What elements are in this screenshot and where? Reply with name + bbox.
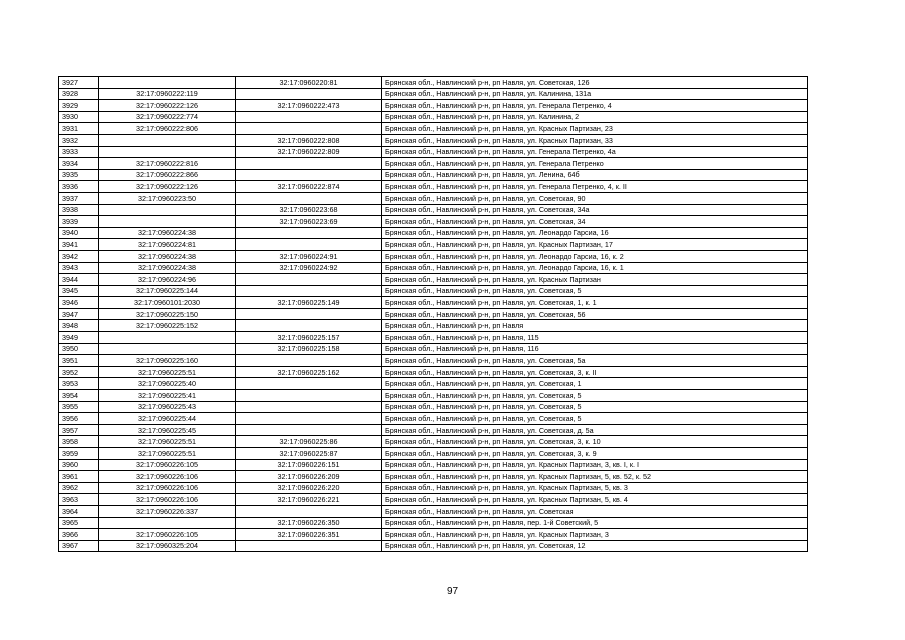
row-number-cell: 3946 bbox=[59, 297, 99, 309]
address-cell: Брянская обл., Навлинский р-н, рп Навля, ул. Советская, 1, к. 1 bbox=[382, 297, 808, 309]
cadastral-number-cell: 32:17:0960225:150 bbox=[99, 308, 236, 320]
table-row bbox=[59, 239, 808, 251]
row-number-cell: 3949 bbox=[59, 332, 99, 344]
row-number-cell: 3957 bbox=[59, 424, 99, 436]
cadastral-number-cell: 32:17:0960222:866 bbox=[99, 169, 236, 181]
row-number-cell: 3939 bbox=[59, 216, 99, 228]
address-cell: Брянская обл., Навлинский р-н, рп Навля, ул. Советская, 3, к. 10 bbox=[382, 436, 808, 448]
cadastral-number-cell bbox=[99, 517, 236, 529]
address-cell: Брянская обл., Навлинский р-н, рп Навля, ул. Красных Партизан, 23 bbox=[382, 123, 808, 135]
related-cadastral-number-cell: 32:17:0960223:68 bbox=[236, 204, 382, 216]
cadastral-number-cell: 32:17:0960224:38 bbox=[99, 262, 236, 274]
table-row bbox=[59, 471, 808, 483]
address-cell: Брянская обл., Навлинский р-н, рп Навля, ул. Генерала Петренко, 4, к. II bbox=[382, 181, 808, 193]
table-row bbox=[59, 343, 808, 355]
table-row bbox=[59, 448, 808, 460]
address-cell: Брянская обл., Навлинский р-н, рп Навля, ул. Красных Партизан, 3 bbox=[382, 529, 808, 541]
related-cadastral-number-cell bbox=[236, 169, 382, 181]
table-row bbox=[59, 308, 808, 320]
address-cell: Брянская обл., Навлинский р-н, рп Навля, ул. Советская, 5 bbox=[382, 390, 808, 402]
table-row bbox=[59, 482, 808, 494]
address-cell: Брянская обл., Навлинский р-н, рп Навля, ул. Леонардо Гарсиа, 16 bbox=[382, 227, 808, 239]
cadastral-number-cell: 32:17:0960222:126 bbox=[99, 100, 236, 112]
cadastral-number-cell: 32:17:0960226:106 bbox=[99, 482, 236, 494]
address-cell: Брянская обл., Навлинский р-н, рп Навля, пер. 1-й Советский, 5 bbox=[382, 517, 808, 529]
related-cadastral-number-cell bbox=[236, 285, 382, 297]
related-cadastral-number-cell: 32:17:0960222:809 bbox=[236, 146, 382, 158]
address-cell: Брянская обл., Навлинский р-н, рп Навля, ул. Советская, 56 bbox=[382, 308, 808, 320]
table-row bbox=[59, 100, 808, 112]
table-row bbox=[59, 378, 808, 390]
row-number-cell: 3951 bbox=[59, 355, 99, 367]
cadastral-number-cell bbox=[99, 204, 236, 216]
cadastral-number-cell: 32:17:0960222:774 bbox=[99, 111, 236, 123]
row-number-cell: 3935 bbox=[59, 169, 99, 181]
row-number-cell: 3952 bbox=[59, 366, 99, 378]
address-cell: Брянская обл., Навлинский р-н, рп Навля, ул. Советская, 3, к. 9 bbox=[382, 448, 808, 460]
related-cadastral-number-cell bbox=[236, 505, 382, 517]
cadastral-number-cell bbox=[99, 146, 236, 158]
related-cadastral-number-cell: 32:17:0960225:86 bbox=[236, 436, 382, 448]
address-cell: Брянская обл., Навлинский р-н, рп Навля, ул. Леонардо Гарсиа, 16, к. 1 bbox=[382, 262, 808, 274]
cadastral-number-cell: 32:17:0960225:51 bbox=[99, 436, 236, 448]
table-row bbox=[59, 77, 808, 89]
cadastral-number-cell: 32:17:0960224:81 bbox=[99, 239, 236, 251]
related-cadastral-number-cell bbox=[236, 111, 382, 123]
related-cadastral-number-cell bbox=[236, 227, 382, 239]
related-cadastral-number-cell: 32:17:0960222:473 bbox=[236, 100, 382, 112]
address-cell: Брянская обл., Навлинский р-н, рп Навля, ул. Калинина, 131а bbox=[382, 88, 808, 100]
table-row bbox=[59, 134, 808, 146]
cadastral-number-cell: 32:17:0960325:204 bbox=[99, 540, 236, 552]
cadastral-number-cell: 32:17:0960226:105 bbox=[99, 459, 236, 471]
cadastral-number-cell: 32:17:0960225:40 bbox=[99, 378, 236, 390]
cadastral-number-cell: 32:17:0960225:41 bbox=[99, 390, 236, 402]
row-number-cell: 3941 bbox=[59, 239, 99, 251]
table-body bbox=[59, 77, 808, 552]
related-cadastral-number-cell: 32:17:0960225:162 bbox=[236, 366, 382, 378]
table-row bbox=[59, 274, 808, 286]
address-cell: Брянская обл., Навлинский р-н, рп Навля, ул. Советская, 34а bbox=[382, 204, 808, 216]
address-cell: Брянская обл., Навлинский р-н, рп Навля, ул. Советская, 5 bbox=[382, 401, 808, 413]
address-cell: Брянская обл., Навлинский р-н, рп Навля, ул. Генерала Петренко bbox=[382, 158, 808, 170]
row-number-cell: 3932 bbox=[59, 134, 99, 146]
row-number-cell: 3967 bbox=[59, 540, 99, 552]
related-cadastral-number-cell bbox=[236, 401, 382, 413]
table-row bbox=[59, 297, 808, 309]
row-number-cell: 3936 bbox=[59, 181, 99, 193]
related-cadastral-number-cell bbox=[236, 320, 382, 332]
row-number-cell: 3950 bbox=[59, 343, 99, 355]
table-row bbox=[59, 366, 808, 378]
table-row bbox=[59, 529, 808, 541]
related-cadastral-number-cell: 32:17:0960226:221 bbox=[236, 494, 382, 506]
cadastral-number-cell: 32:17:0960226:337 bbox=[99, 505, 236, 517]
table-row bbox=[59, 250, 808, 262]
row-number-cell: 3944 bbox=[59, 274, 99, 286]
address-cell: Брянская обл., Навлинский р-н, рп Навля, ул. Советская, 34 bbox=[382, 216, 808, 228]
related-cadastral-number-cell: 32:17:0960226:209 bbox=[236, 471, 382, 483]
cadastral-number-cell bbox=[99, 343, 236, 355]
address-cell: Брянская обл., Навлинский р-н, рп Навля, ул. Советская, 5а bbox=[382, 355, 808, 367]
row-number-cell: 3956 bbox=[59, 413, 99, 425]
cadastral-number-cell: 32:17:0960224:96 bbox=[99, 274, 236, 286]
table-row bbox=[59, 494, 808, 506]
table-row bbox=[59, 262, 808, 274]
row-number-cell: 3934 bbox=[59, 158, 99, 170]
row-number-cell: 3960 bbox=[59, 459, 99, 471]
related-cadastral-number-cell: 32:17:0960223:69 bbox=[236, 216, 382, 228]
cadastral-number-cell: 32:17:0960225:51 bbox=[99, 448, 236, 460]
cadastral-number-cell: 32:17:0960225:51 bbox=[99, 366, 236, 378]
cadastral-number-cell: 32:17:0960226:106 bbox=[99, 494, 236, 506]
row-number-cell: 3929 bbox=[59, 100, 99, 112]
row-number-cell: 3933 bbox=[59, 146, 99, 158]
address-cell: Брянская обл., Навлинский р-н, рп Навля, ул. Леонардо Гарсиа, 16, к. 2 bbox=[382, 250, 808, 262]
row-number-cell: 3955 bbox=[59, 401, 99, 413]
row-number-cell: 3937 bbox=[59, 192, 99, 204]
related-cadastral-number-cell: 32:17:0960224:91 bbox=[236, 250, 382, 262]
related-cadastral-number-cell: 32:17:0960226:350 bbox=[236, 517, 382, 529]
cadastral-number-cell: 32:17:0960222:126 bbox=[99, 181, 236, 193]
related-cadastral-number-cell bbox=[236, 378, 382, 390]
row-number-cell: 3963 bbox=[59, 494, 99, 506]
cadastral-number-cell: 32:17:0960222:806 bbox=[99, 123, 236, 135]
row-number-cell: 3931 bbox=[59, 123, 99, 135]
row-number-cell: 3940 bbox=[59, 227, 99, 239]
table-row bbox=[59, 285, 808, 297]
table-row bbox=[59, 88, 808, 100]
related-cadastral-number-cell bbox=[236, 274, 382, 286]
table-row bbox=[59, 227, 808, 239]
related-cadastral-number-cell: 32:17:0960220:81 bbox=[236, 77, 382, 89]
table-row bbox=[59, 424, 808, 436]
address-cell: Брянская обл., Навлинский р-н, рп Навля, ул. Красных Партизан, 33 bbox=[382, 134, 808, 146]
related-cadastral-number-cell: 32:17:0960225:87 bbox=[236, 448, 382, 460]
address-cell: Брянская обл., Навлинский р-н, рп Навля, ул. Красных Партизан, 5, кв. 3 bbox=[382, 482, 808, 494]
cadastral-number-cell: 32:17:0960222:119 bbox=[99, 88, 236, 100]
row-number-cell: 3948 bbox=[59, 320, 99, 332]
related-cadastral-number-cell bbox=[236, 308, 382, 320]
related-cadastral-number-cell: 32:17:0960225:149 bbox=[236, 297, 382, 309]
row-number-cell: 3958 bbox=[59, 436, 99, 448]
table-row bbox=[59, 216, 808, 228]
table-row bbox=[59, 459, 808, 471]
table-row bbox=[59, 436, 808, 448]
cadastral-number-cell: 32:17:0960225:43 bbox=[99, 401, 236, 413]
related-cadastral-number-cell bbox=[236, 239, 382, 251]
related-cadastral-number-cell: 32:17:0960224:92 bbox=[236, 262, 382, 274]
row-number-cell: 3962 bbox=[59, 482, 99, 494]
row-number-cell: 3966 bbox=[59, 529, 99, 541]
cadastral-number-cell: 32:17:0960225:160 bbox=[99, 355, 236, 367]
table-row bbox=[59, 192, 808, 204]
row-number-cell: 3945 bbox=[59, 285, 99, 297]
cadastral-number-cell bbox=[99, 77, 236, 89]
address-cell: Брянская обл., Навлинский р-н, рп Навля, ул. Калинина, 2 bbox=[382, 111, 808, 123]
table-row bbox=[59, 204, 808, 216]
row-number-cell: 3943 bbox=[59, 262, 99, 274]
address-cell: Брянская обл., Навлинский р-н, рп Навля, ул. Советская, 126 bbox=[382, 77, 808, 89]
table-row bbox=[59, 332, 808, 344]
address-cell: Брянская обл., Навлинский р-н, рп Навля, ул. Советская, 90 bbox=[382, 192, 808, 204]
address-cell: Брянская обл., Навлинский р-н, рп Навля, ул. Советская bbox=[382, 505, 808, 517]
row-number-cell: 3938 bbox=[59, 204, 99, 216]
row-number-cell: 3930 bbox=[59, 111, 99, 123]
related-cadastral-number-cell: 32:17:0960222:808 bbox=[236, 134, 382, 146]
table-row bbox=[59, 146, 808, 158]
cadastral-number-cell: 32:17:0960223:50 bbox=[99, 192, 236, 204]
table-row bbox=[59, 158, 808, 170]
address-cell: Брянская обл., Навлинский р-н, рп Навля, ул. Советская, 1 bbox=[382, 378, 808, 390]
table-row bbox=[59, 390, 808, 402]
cadastral-number-cell: 32:17:0960225:44 bbox=[99, 413, 236, 425]
page-number: 97 bbox=[446, 586, 459, 597]
related-cadastral-number-cell bbox=[236, 390, 382, 402]
related-cadastral-number-cell bbox=[236, 540, 382, 552]
table-row bbox=[59, 123, 808, 135]
related-cadastral-number-cell: 32:17:0960226:151 bbox=[236, 459, 382, 471]
table-row bbox=[59, 111, 808, 123]
cadastral-number-cell bbox=[99, 332, 236, 344]
row-number-cell: 3928 bbox=[59, 88, 99, 100]
address-cell: Брянская обл., Навлинский р-н, рп Навля, ул. Советская, 5 bbox=[382, 413, 808, 425]
related-cadastral-number-cell bbox=[236, 355, 382, 367]
table-row bbox=[59, 181, 808, 193]
address-cell: Брянская обл., Навлинский р-н, рп Навля, ул. Советская, 12 bbox=[382, 540, 808, 552]
address-cell: Брянская обл., Навлинский р-н, рп Навля, 116 bbox=[382, 343, 808, 355]
cadastral-number-cell bbox=[99, 216, 236, 228]
address-cell: Брянская обл., Навлинский р-н, рп Навля, ул. Красных Партизан, 5, кв. 4 bbox=[382, 494, 808, 506]
related-cadastral-number-cell: 32:17:0960226:351 bbox=[236, 529, 382, 541]
row-number-cell: 3954 bbox=[59, 390, 99, 402]
row-number-cell: 3965 bbox=[59, 517, 99, 529]
row-number-cell: 3942 bbox=[59, 250, 99, 262]
related-cadastral-number-cell bbox=[236, 192, 382, 204]
address-cell: Брянская обл., Навлинский р-н, рп Навля, ул. Красных Партизан, 5, кв. 52, к. 52 bbox=[382, 471, 808, 483]
address-cell: Брянская обл., Навлинский р-н, рп Навля, ул. Генерала Петренко, 4 bbox=[382, 100, 808, 112]
cadastral-number-cell: 32:17:0960224:38 bbox=[99, 250, 236, 262]
row-number-cell: 3964 bbox=[59, 505, 99, 517]
address-cell: Брянская обл., Навлинский р-н, рп Навля bbox=[382, 320, 808, 332]
table-row bbox=[59, 540, 808, 552]
related-cadastral-number-cell bbox=[236, 413, 382, 425]
address-cell: Брянская обл., Навлинский р-н, рп Навля, ул. Ленина, 64б bbox=[382, 169, 808, 181]
table-row bbox=[59, 517, 808, 529]
row-number-cell: 3959 bbox=[59, 448, 99, 460]
row-number-cell: 3961 bbox=[59, 471, 99, 483]
table-row bbox=[59, 413, 808, 425]
table-row bbox=[59, 505, 808, 517]
table-row bbox=[59, 355, 808, 367]
address-cell: Брянская обл., Навлинский р-н, рп Навля, ул. Советская, 5 bbox=[382, 285, 808, 297]
address-cell: Брянская обл., Навлинский р-н, рп Навля, 115 bbox=[382, 332, 808, 344]
row-number-cell: 3927 bbox=[59, 77, 99, 89]
cadastral-number-cell: 32:17:0960226:106 bbox=[99, 471, 236, 483]
cadastral-number-cell: 32:17:0960225:152 bbox=[99, 320, 236, 332]
address-cell: Брянская обл., Навлинский р-н, рп Навля, ул. Красных Партизан bbox=[382, 274, 808, 286]
cadastral-number-cell: 32:17:0960225:45 bbox=[99, 424, 236, 436]
related-cadastral-number-cell bbox=[236, 424, 382, 436]
table-row bbox=[59, 401, 808, 413]
related-cadastral-number-cell: 32:17:0960222:874 bbox=[236, 181, 382, 193]
address-cell: Брянская обл., Навлинский р-н, рп Навля, ул. Советская, д. 5а bbox=[382, 424, 808, 436]
address-cell: Брянская обл., Навлинский р-н, рп Навля, ул. Красных Партизан, 3, кв. I, к. I bbox=[382, 459, 808, 471]
row-number-cell: 3947 bbox=[59, 308, 99, 320]
related-cadastral-number-cell bbox=[236, 88, 382, 100]
cadastral-number-cell: 32:17:0960225:144 bbox=[99, 285, 236, 297]
cadastral-number-cell: 32:17:0960224:38 bbox=[99, 227, 236, 239]
cadastral-number-cell: 32:17:0960101:2030 bbox=[99, 297, 236, 309]
related-cadastral-number-cell: 32:17:0960225:158 bbox=[236, 343, 382, 355]
address-cell: Брянская обл., Навлинский р-н, рп Навля, ул. Генерала Петренко, 4а bbox=[382, 146, 808, 158]
cadastral-number-cell: 32:17:0960226:105 bbox=[99, 529, 236, 541]
registry-table bbox=[58, 76, 808, 552]
table-row bbox=[59, 320, 808, 332]
cadastral-number-cell: 32:17:0960222:816 bbox=[99, 158, 236, 170]
related-cadastral-number-cell: 32:17:0960225:157 bbox=[236, 332, 382, 344]
related-cadastral-number-cell: 32:17:0960226:220 bbox=[236, 482, 382, 494]
related-cadastral-number-cell bbox=[236, 158, 382, 170]
row-number-cell: 3953 bbox=[59, 378, 99, 390]
table-row bbox=[59, 169, 808, 181]
address-cell: Брянская обл., Навлинский р-н, рп Навля, ул. Советская, 3, к. II bbox=[382, 366, 808, 378]
address-cell: Брянская обл., Навлинский р-н, рп Навля, ул. Красных Партизан, 17 bbox=[382, 239, 808, 251]
cadastral-number-cell bbox=[99, 134, 236, 146]
related-cadastral-number-cell bbox=[236, 123, 382, 135]
